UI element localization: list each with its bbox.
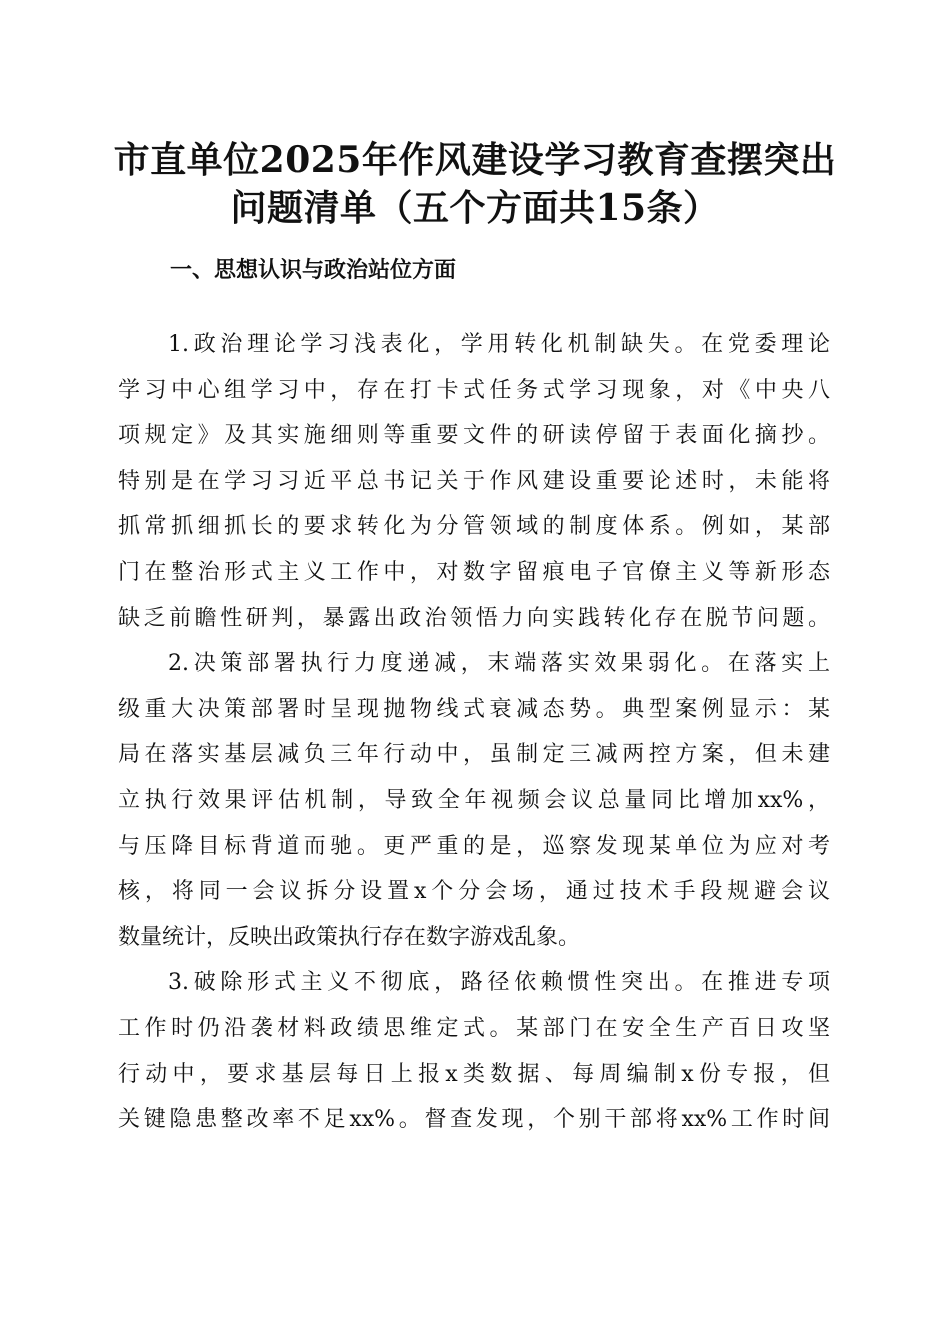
paragraph-line: 关键隐患整改率不足xx%。督查发现，个别干部将xx%工作时间	[118, 1107, 830, 1133]
paragraph-line: 与压降目标背道而驰。更严重的是，巡察发现某单位为应对考	[118, 833, 830, 859]
document-body	[118, 322, 830, 1143]
paragraph-line: 项规定》及其实施细则等重要文件的研读停留于表面化摘抄。	[118, 423, 830, 449]
paragraph-line: 行动中，要求基层每日上报x类数据、每周编制x份专报，但	[118, 1061, 830, 1087]
paragraph-line: 2.决策部署执行力度递减，末端落实效果弱化。在落实上	[168, 651, 830, 677]
paragraph-3	[118, 960, 830, 1142]
paragraph-line: 工作时仍沿袭材料政绩思维定式。某部门在安全生产百日攻坚	[118, 1015, 830, 1041]
title-line-1: 市直单位2025年作风建设学习教育查摆突出	[113, 139, 837, 181]
paragraph-line: 局在落实基层减负三年行动中，虽制定三减两控方案，但未建	[118, 742, 830, 768]
paragraph-2	[118, 641, 830, 960]
paragraph-line: 学习中心组学习中，存在打卡式任务式学习现象，对《中央八	[118, 377, 830, 403]
section-heading: 一、思想认识与政治站位方面	[170, 258, 457, 283]
title-line-2: 问题清单（五个方面共15条）	[230, 187, 720, 229]
paragraph-line: 立执行效果评估机制，导致全年视频会议总量同比增加xx%，	[118, 787, 830, 813]
paragraph-line: 抓常抓细抓长的要求转化为分管领域的制度体系。例如，某部	[118, 514, 830, 540]
paragraph-line: 数量统计，反映出政策执行存在数字游戏乱象。	[118, 924, 581, 950]
paragraph-line: 门在整治形式主义工作中，对数字留痕电子官僚主义等新形态	[118, 559, 830, 585]
document-title	[110, 136, 840, 232]
paragraph-line: 3.破除形式主义不彻底，路径依赖惯性突出。在推进专项	[168, 970, 830, 996]
paragraph-line: 核，将同一会议拆分设置x个分会场，通过技术手段规避会议	[118, 879, 830, 905]
paragraph-line: 1.政治理论学习浅表化，学用转化机制缺失。在党委理论	[168, 332, 830, 357]
paragraph-line: 级重大决策部署时呈现抛物线式衰减态势。典型案例显示：某	[118, 696, 830, 722]
paragraph-line: 特别是在学习习近平总书记关于作风建设重要论述时，未能将	[118, 468, 830, 494]
paragraph-1	[118, 322, 830, 641]
paragraph-line: 缺乏前瞻性研判，暴露出政治领悟力向实践转化存在脱节问题。	[118, 605, 830, 631]
